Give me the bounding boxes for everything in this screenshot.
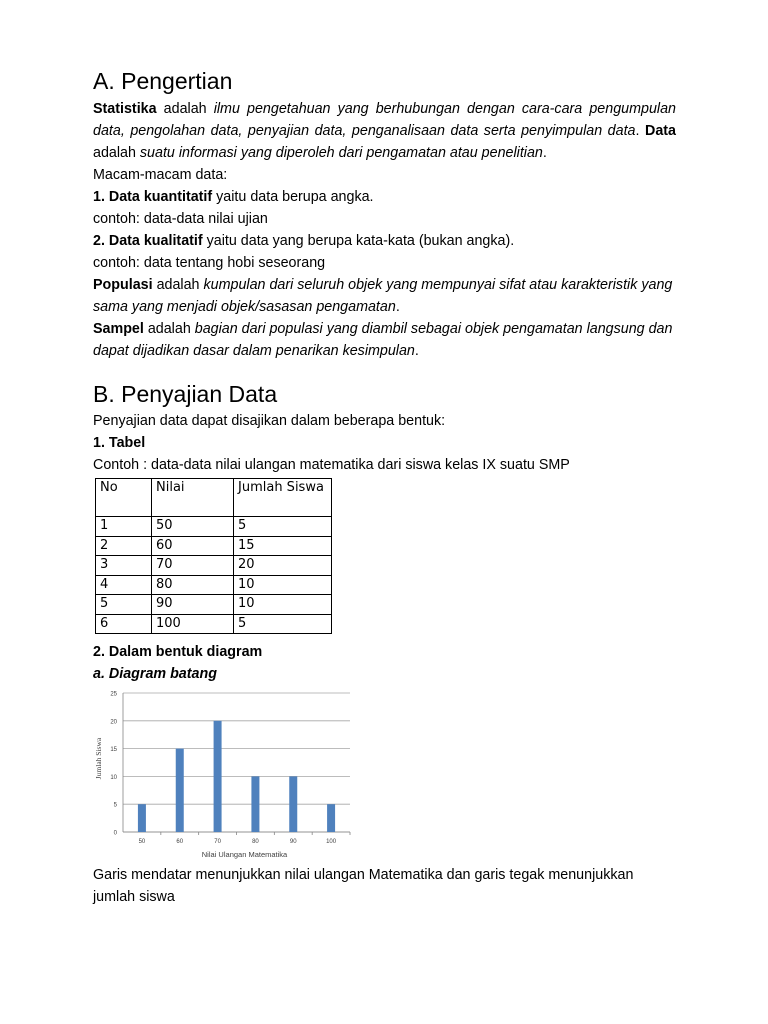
type1-line — [93, 186, 676, 208]
table-header-row — [96, 479, 332, 517]
table-cell: 5 — [234, 517, 332, 537]
statistika-def: ilmu pengetahuan yang berhubungan dengan cara-cara pengumpulan data, pengolahan data, penyajian data, penganalisaan data serta penyimpulan data — [93, 101, 676, 139]
sampel-term: Sampel — [93, 321, 144, 337]
table-cell: 90 — [152, 595, 234, 615]
table-header-cell: Nilai — [152, 479, 234, 517]
populasi-end: . — [395, 299, 400, 315]
chart-caption: Garis mendatar menunjukkan nilai ulangan Matematika dan garis tegak menunjukkan jumlah siswa — [93, 867, 634, 905]
document-page — [93, 66, 676, 908]
type1-desc: yaitu data berupa angka. — [212, 189, 374, 205]
table-cell: 80 — [152, 575, 234, 595]
sampel-def: bagian dari populasi yang diambil sebagai objek pengamatan langsung dan dapat dijadikan dasar dalam penarikan kesimpulan — [93, 321, 673, 359]
type2-line — [93, 230, 676, 252]
x-axis-title: Nilai Ulangan Matematika — [201, 850, 288, 859]
table-cell: 10 — [234, 575, 332, 595]
y-tick-label: 5 — [113, 802, 117, 809]
y-tick-label: 0 — [113, 830, 117, 837]
types-intro: Macam-macam data: — [93, 167, 228, 183]
populasi-def: kumpulan dari seluruh objek yang mempunyai sifat atau karakteristik yang sama yang menjadi objek/sasasan pengamatan — [93, 277, 673, 315]
populasi-verb: adalah — [152, 277, 204, 293]
bar-heading — [93, 663, 676, 685]
bar — [289, 776, 297, 832]
y-tick-label: 15 — [110, 747, 117, 754]
bar-chart — [93, 686, 355, 862]
table-cell: 5 — [234, 614, 332, 634]
nilai-table — [95, 478, 332, 634]
table-cell: 2 — [96, 536, 152, 556]
type2-example: contoh: data tentang hobi seseorang — [93, 255, 326, 271]
bar — [176, 749, 184, 832]
type1-label: 1. Data kuantitatif — [93, 189, 213, 205]
x-tick-label: 50 — [138, 839, 146, 845]
diagram-heading — [93, 641, 676, 663]
diagram-heading-text: 2. Dalam bentuk diagram — [93, 644, 263, 660]
table-row — [96, 517, 332, 537]
table-row — [96, 614, 332, 634]
bar — [327, 804, 335, 832]
bar — [138, 804, 146, 832]
table-cell: 50 — [152, 517, 234, 537]
table-header-cell: Jumlah Siswa — [234, 479, 332, 517]
sampel-definition — [93, 318, 676, 362]
statistika-term: Statistika — [93, 101, 157, 117]
y-tick-label: 25 — [110, 691, 117, 698]
data-term: Data — [645, 123, 677, 139]
sampel-end: . — [414, 343, 419, 359]
x-tick-label: 100 — [326, 839, 337, 845]
type2-desc: yaitu data yang berupa kata-kata (bukan angka). — [202, 233, 515, 249]
bar — [251, 776, 259, 832]
x-tick-label: 80 — [252, 839, 259, 845]
data-end: . — [542, 145, 547, 161]
section-b-intro: Penyajian data dapat disajikan dalam beberapa bentuk: — [93, 413, 446, 429]
table-row — [96, 575, 332, 595]
table-row — [96, 595, 332, 615]
table-row — [96, 556, 332, 576]
type2-label: 2. Data kualitatif — [93, 233, 203, 249]
table-cell: 5 — [96, 595, 152, 615]
table-cell: 3 — [96, 556, 152, 576]
table-cell: 4 — [96, 575, 152, 595]
section-a-title: A. Pengertian — [93, 68, 233, 94]
populasi-definition — [93, 274, 676, 318]
type1-example: contoh: data-data nilai ujian — [93, 211, 268, 227]
y-tick-label: 20 — [110, 719, 117, 726]
table-heading-text: 1. Tabel — [93, 435, 146, 451]
bar-chart-container — [93, 686, 355, 862]
statistika-end: . — [635, 123, 646, 139]
data-def: suatu informasi yang diperoleh dari pengamatan atau penelitian — [139, 145, 543, 161]
sampel-verb: adalah — [143, 321, 195, 337]
x-tick-label: 70 — [214, 839, 221, 845]
table-cell: 10 — [234, 595, 332, 615]
y-axis-title: Jumlah Siswa — [94, 737, 103, 780]
table-row — [96, 536, 332, 556]
table-cell: 60 — [152, 536, 234, 556]
table-cell: 20 — [234, 556, 332, 576]
data-verb: adalah — [93, 145, 140, 161]
statistika-verb: adalah — [156, 101, 214, 117]
table-example: Contoh : data-data nilai ulangan matematika dari siswa kelas IX suatu SMP — [93, 457, 570, 473]
table-cell: 100 — [152, 614, 234, 634]
table-header-cell: No — [96, 479, 152, 517]
bar — [214, 721, 222, 832]
populasi-term: Populasi — [93, 277, 153, 293]
statistika-definition — [93, 98, 676, 164]
table-heading — [93, 432, 676, 454]
y-tick-label: 10 — [110, 774, 117, 781]
table-cell: 70 — [152, 556, 234, 576]
section-b-title: B. Penyajian Data — [93, 381, 278, 407]
table-cell: 6 — [96, 614, 152, 634]
table-cell: 1 — [96, 517, 152, 537]
bar-heading-text: a. Diagram batang — [93, 666, 217, 682]
table-cell: 15 — [234, 536, 332, 556]
x-tick-label: 60 — [176, 839, 184, 845]
x-tick-label: 90 — [289, 839, 297, 845]
